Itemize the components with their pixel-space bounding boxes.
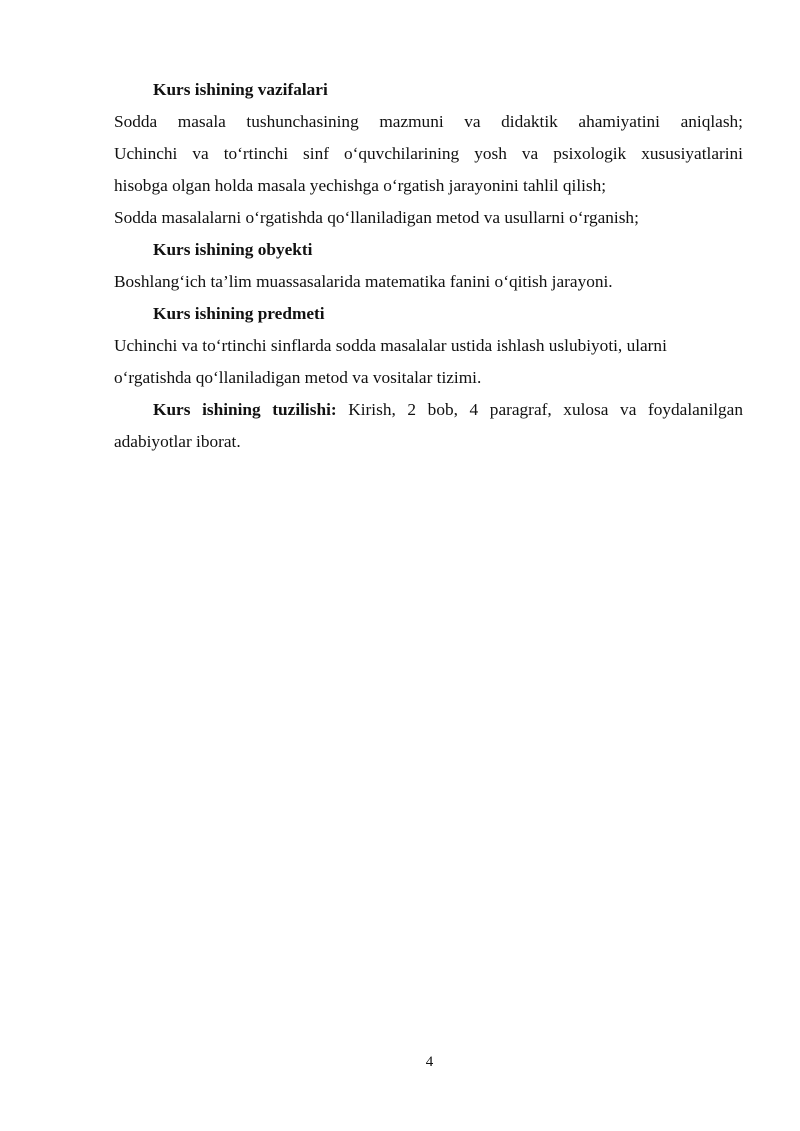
structure-text-1: Kirish, 2 bob, 4 paragraf, xulosa va foydalanilgan <box>348 400 743 419</box>
page-content <box>114 74 743 458</box>
structure-line-2: adabiyotlar iborat. <box>114 432 241 451</box>
heading-tasks: Kurs ishining vazifalari <box>153 80 328 99</box>
structure-line-1 <box>114 394 743 426</box>
tasks-line-3: hisobga olgan holda masala yechishga o‘rgatish jarayonini tahlil qilish; <box>114 176 607 195</box>
page-number: 4 <box>425 1054 434 1070</box>
tasks-line-2: Uchinchi va to‘rtinchi sinf o‘quvchilarining yosh va psixologik xususiyatlarini <box>114 144 743 163</box>
heading-object: Kurs ishining obyekti <box>153 240 313 259</box>
structure-label: Kurs ishining tuzilishi: <box>153 400 337 419</box>
object-line-1: Boshlang‘ich ta’lim muassasalarida matematika fanini o‘qitish jarayoni. <box>114 272 613 291</box>
tasks-line-1: Sodda masala tushunchasining mazmuni va didaktik ahamiyatini aniqlash; <box>114 112 743 131</box>
subject-line-1: Uchinchi va to‘rtinchi sinflarda sodda masalalar ustida ishlash uslubiyoti, ularni <box>114 336 667 355</box>
heading-subject: Kurs ishining predmeti <box>153 304 325 323</box>
tasks-line-4: Sodda masalalarni o‘rgatishda qo‘llaniladigan metod va usullarni o‘rganish; <box>114 208 639 227</box>
subject-line-2: o‘rgatishda qo‘llaniladigan metod va vositalar tizimi. <box>114 368 482 387</box>
